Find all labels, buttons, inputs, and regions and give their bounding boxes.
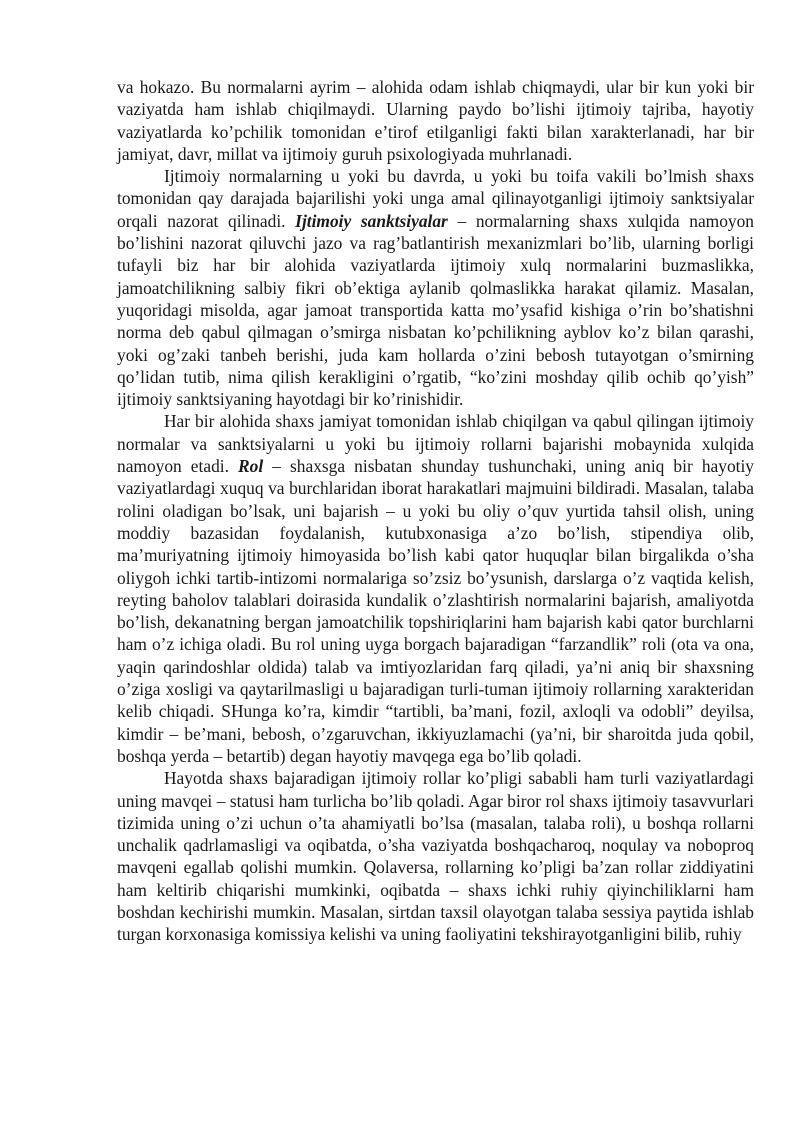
paragraph-3 [117,410,754,767]
paragraph-2-text-a: Ijtimoiy normalarning u yoki bu davrda, u yoki bu toifa vakili bo’lmish shaxs tomonidan qay darajada bajarilishi yoki unga amal qilinayotganligi ijtimoiy sanktsiyalar orqali nazorat qilinadi. [117,166,754,231]
paragraph-1 [117,76,754,165]
term-ijtimoiy-sanktsiyalar: Ijtimoiy sanktsiyalar [295,210,448,231]
paragraph-2 [117,165,754,410]
document-page [117,76,754,946]
paragraph-4-text: Hayotda shaxs bajaradigan ijtimoiy rollar ko’pligi sababli ham turli vaziyatlardagi uning mavqei – statusi ham turlicha bo’lib qoladi. Agar biror rol shaxs ijtimoiy tasavvurlari tizimida uning o’zi uchun o’ta ahamiyatli bo’lsa (masalan, talaba roli), u boshqa rollarni unchalik qadrlamasligi va oqibatda, o’sha vaziyatda boshqacharoq, noqulay va noboproq mavqeni egallab qolishi mumkin. Qolaversa, rollarning ko’pligi ba’zan rollar ziddiyatini ham keltirib chiqarishi mumkinki, oqibatda – shaxs ichki ruhiy qiyinchiliklarni ham boshdan kechirishi mumkin. Masalan, sirtdan taxsil olayotgan talaba sessiya paytida ishlab turgan korxonasiga komissiya kelishi va uning faoliyatini tekshirayotganligini bilib, ruhiy [117,768,754,945]
term-rol: Rol [238,456,264,477]
paragraph-1-text: va hokazo. Bu normalarni ayrim – alohida odam ishlab chiqmaydi, ular bir kun yoki bir vaziyatda ham ishlab chiqilmaydi. Ularning paydo bo’lishi ijtimoiy tajriba, hayotiy vaziyatlarda ko’pchilik tomonidan e’tirof etilganligi fakti bilan xarakterlanadi, har bir jamiyat, davr, millat va ijtimoiy guruh psixologiyada muhrlanadi. [117,77,754,164]
paragraph-2-text-b: – normalarning shaxs xulqida namoyon bo’lishini nazorat qiluvchi jazo va rag’batlantirish mexanizmlari bo’lib, ularning borligi tufayli biz har bir alohida vaziyatlarda ijtimoiy xulq normalarini buzmaslikka, jamoatchilikning salbiy fikri ob’ektiga aylanib qolmaslikka harakat qilamiz. Masalan, yuqoridagi misolda, agar jamoat transportida katta mo’ysafid kishiga o’rin bo’shatishni norma deb qabul qilmagan o’smirga nisbatan ko’pchilikning ayblov ko’z bilan qarashi, yoki og’zaki tanbeh berishi, juda kam hollarda o’zini bebosh tutayotgan o’smirning qo’lidan tutib, nima qilish kerakligini o’rgatib, “ko’zini moshday qilib ochib qo’yish” ijtimoiy sanktsiyaning hayotdagi bir ko’rinishidir. [117,210,754,410]
paragraph-4 [117,767,754,945]
paragraph-3-text-b: – shaxsga nisbatan shunday tushunchaki, uning aniq bir hayotiy vaziyatlardagi xuquq va burchlaridan iborat harakatlari majmuini bildiradi. Masalan, talaba rolini oladigan bo’lsak, uni bajarish – u yoki bu oliy o’quv yurtida tahsil olish, uning moddiy bazasidan foydalanish, kutubxonasiga a’zo bo’lish, stipendiya olib, ma’muriyatning ijtimoiy himoyasida bo’lish kabi qator huquqlar bilan birgalikda o’sha oliygoh ichki tartib-intizomi normalariga so’zsiz bo’ysunish, darslarga o’z vaqtida kelish, reyting baholov talablari doirasida kundalik o’zlashtirish normalarini bajarish, amaliyotda bo’lish, dekanatning bergan jamoatchilik topshiriqlarini ham bajarish kabi qator burchlarni ham o’z ichiga oladi. Bu rol uning uyga borgach bajaradigan “farzandlik” roli (ota va ona, yaqin qarindoshlar oldida) talab va imtiyozlaridan farq qiladi, ya’ni aniq bir shaxsning o’ziga xosligi va qaytarilmasligi u bajaradigan turli-tuman ijtimoiy rollarning xarakteridan kelib chiqadi. SHunga ko’ra, kimdir “tartibli, ba’mani, fozil, axloqli va odobli” deyilsa, kimdir – be’mani, bebosh, o’zgaruvchan, ikkiyuzlamachi (ya’ni, bir sharoitda juda qobil, boshqa yerda – betartib) degan hayotiy mavqega ega bo’lib qoladi. [117,456,754,766]
paragraph-3-text-a: Har bir alohida shaxs jamiyat tomonidan ishlab chiqilgan va qabul qilingan ijtimoiy normalar va sanktsiyalarni u yoki bu ijtimoiy rollarni bajarishi mobaynida xulqida namoyon etadi. [117,411,754,477]
